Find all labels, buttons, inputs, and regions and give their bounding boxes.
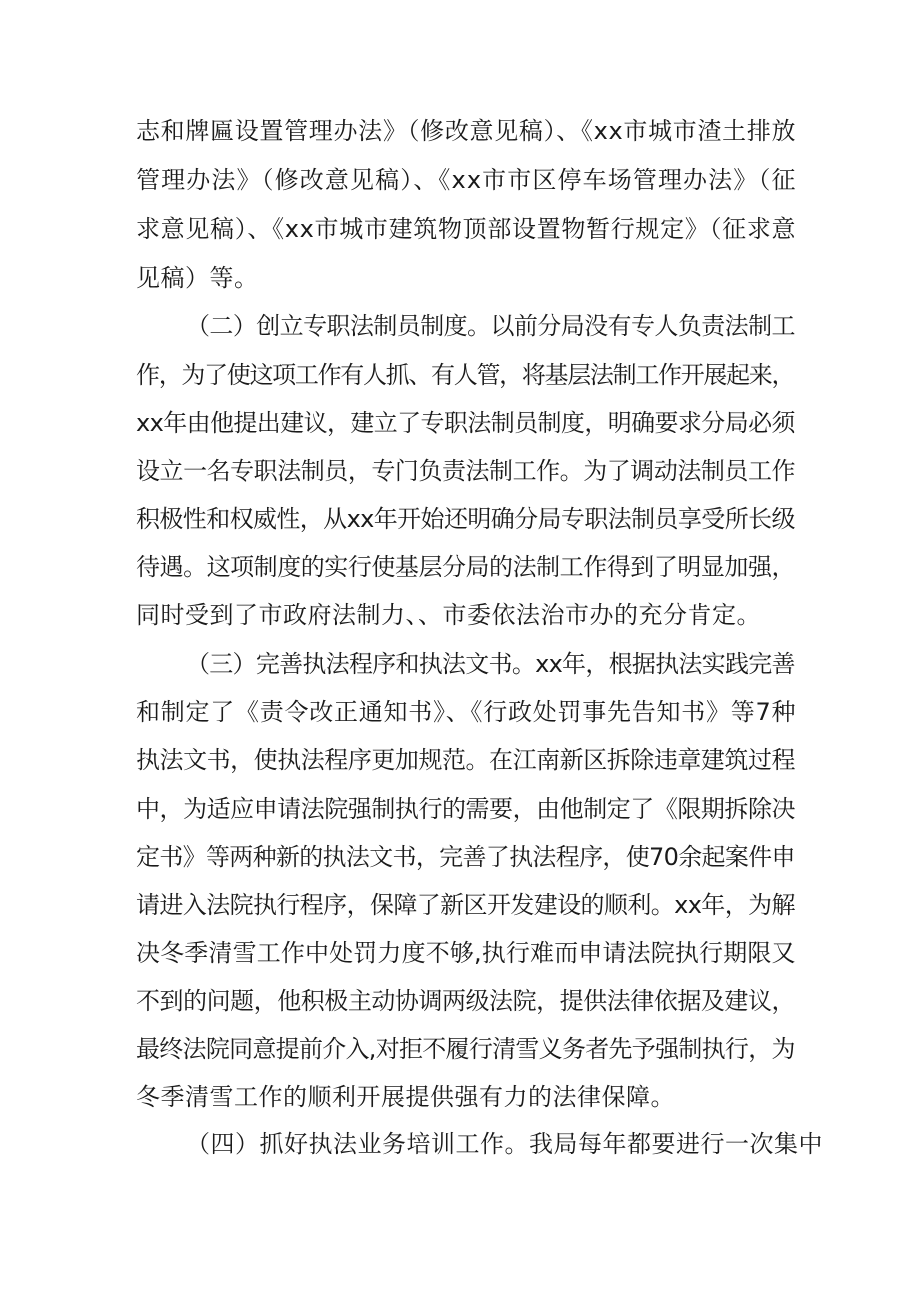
text-line: 设立一名专职法制员，专门负责法制工作。为了调动法制员工作 <box>136 457 796 485</box>
paragraph-heading-4: （四）抓好执法业务培训工作。我局每年都要进行一次集中 <box>186 1130 823 1158</box>
text-line: 求意见稿）、《xx市城市建筑物顶部设置物暂行规定》（征求意 <box>136 215 797 243</box>
text-line: 见稿）等。 <box>136 264 259 292</box>
paragraph-heading-2: （二）创立专职法制员制度。以前分局没有专人负责法制工 <box>186 312 795 340</box>
text-line: 定书》等两种新的执法文书，完善了执法程序，使70余起案件申 <box>136 843 795 871</box>
text-line: 中，为适应申请法院强制执行的需要，由他制定了《限期拆除决 <box>136 795 796 823</box>
text-line: 和制定了《责令改正通知书》、《行政处罚事先告知书》等7种 <box>136 698 797 726</box>
text-line: 作，为了使这项工作有人抓、有人管，将基层法制工作开展起来， <box>136 361 795 389</box>
text-line: 请进入法院执行程序，保障了新区开发建设的顺利。xx年，为解 <box>136 891 795 919</box>
text-line: 决冬季清雪工作中处罚力度不够,执行难而申请法院执行期限又 <box>136 939 796 967</box>
text-line: 积极性和权威性，从xx年开始还明确分局专职法制员享受所长级 <box>136 505 795 533</box>
text-line: 管理办法》（修改意见稿）、《xx市市区停车场管理办法》（征 <box>136 166 797 194</box>
text-line: 冬季清雪工作的顺利开展提供强有力的法律保障。 <box>136 1083 675 1111</box>
text-line: 同时受到了市政府法制力、、市委依法治市办的充分肯定。 <box>136 601 761 629</box>
text-line: 执法文书，使执法程序更加规范。在江南新区拆除违章建筑过程 <box>136 746 796 774</box>
text-line: 志和牌匾设置管理办法》（修改意见稿）、《xx市城市渣土排放 <box>136 117 797 145</box>
text-line: 不到的问题，他积极主动协调两级法院，提供法律依据及建议， <box>136 987 796 1015</box>
text-line: 最终法院同意提前介入,对拒不履行清雪义务者先予强制执行，为 <box>136 1035 795 1063</box>
text-line: xx年由他提出建议，建立了专职法制员制度，明确要求分局必须 <box>136 409 795 437</box>
text-line: 待遇。这项制度的实行使基层分局的法制工作得到了明显加强， <box>136 553 796 581</box>
paragraph-heading-3: （三）完善执法程序和执法文书。xx年，根据执法实践完善 <box>186 650 795 678</box>
